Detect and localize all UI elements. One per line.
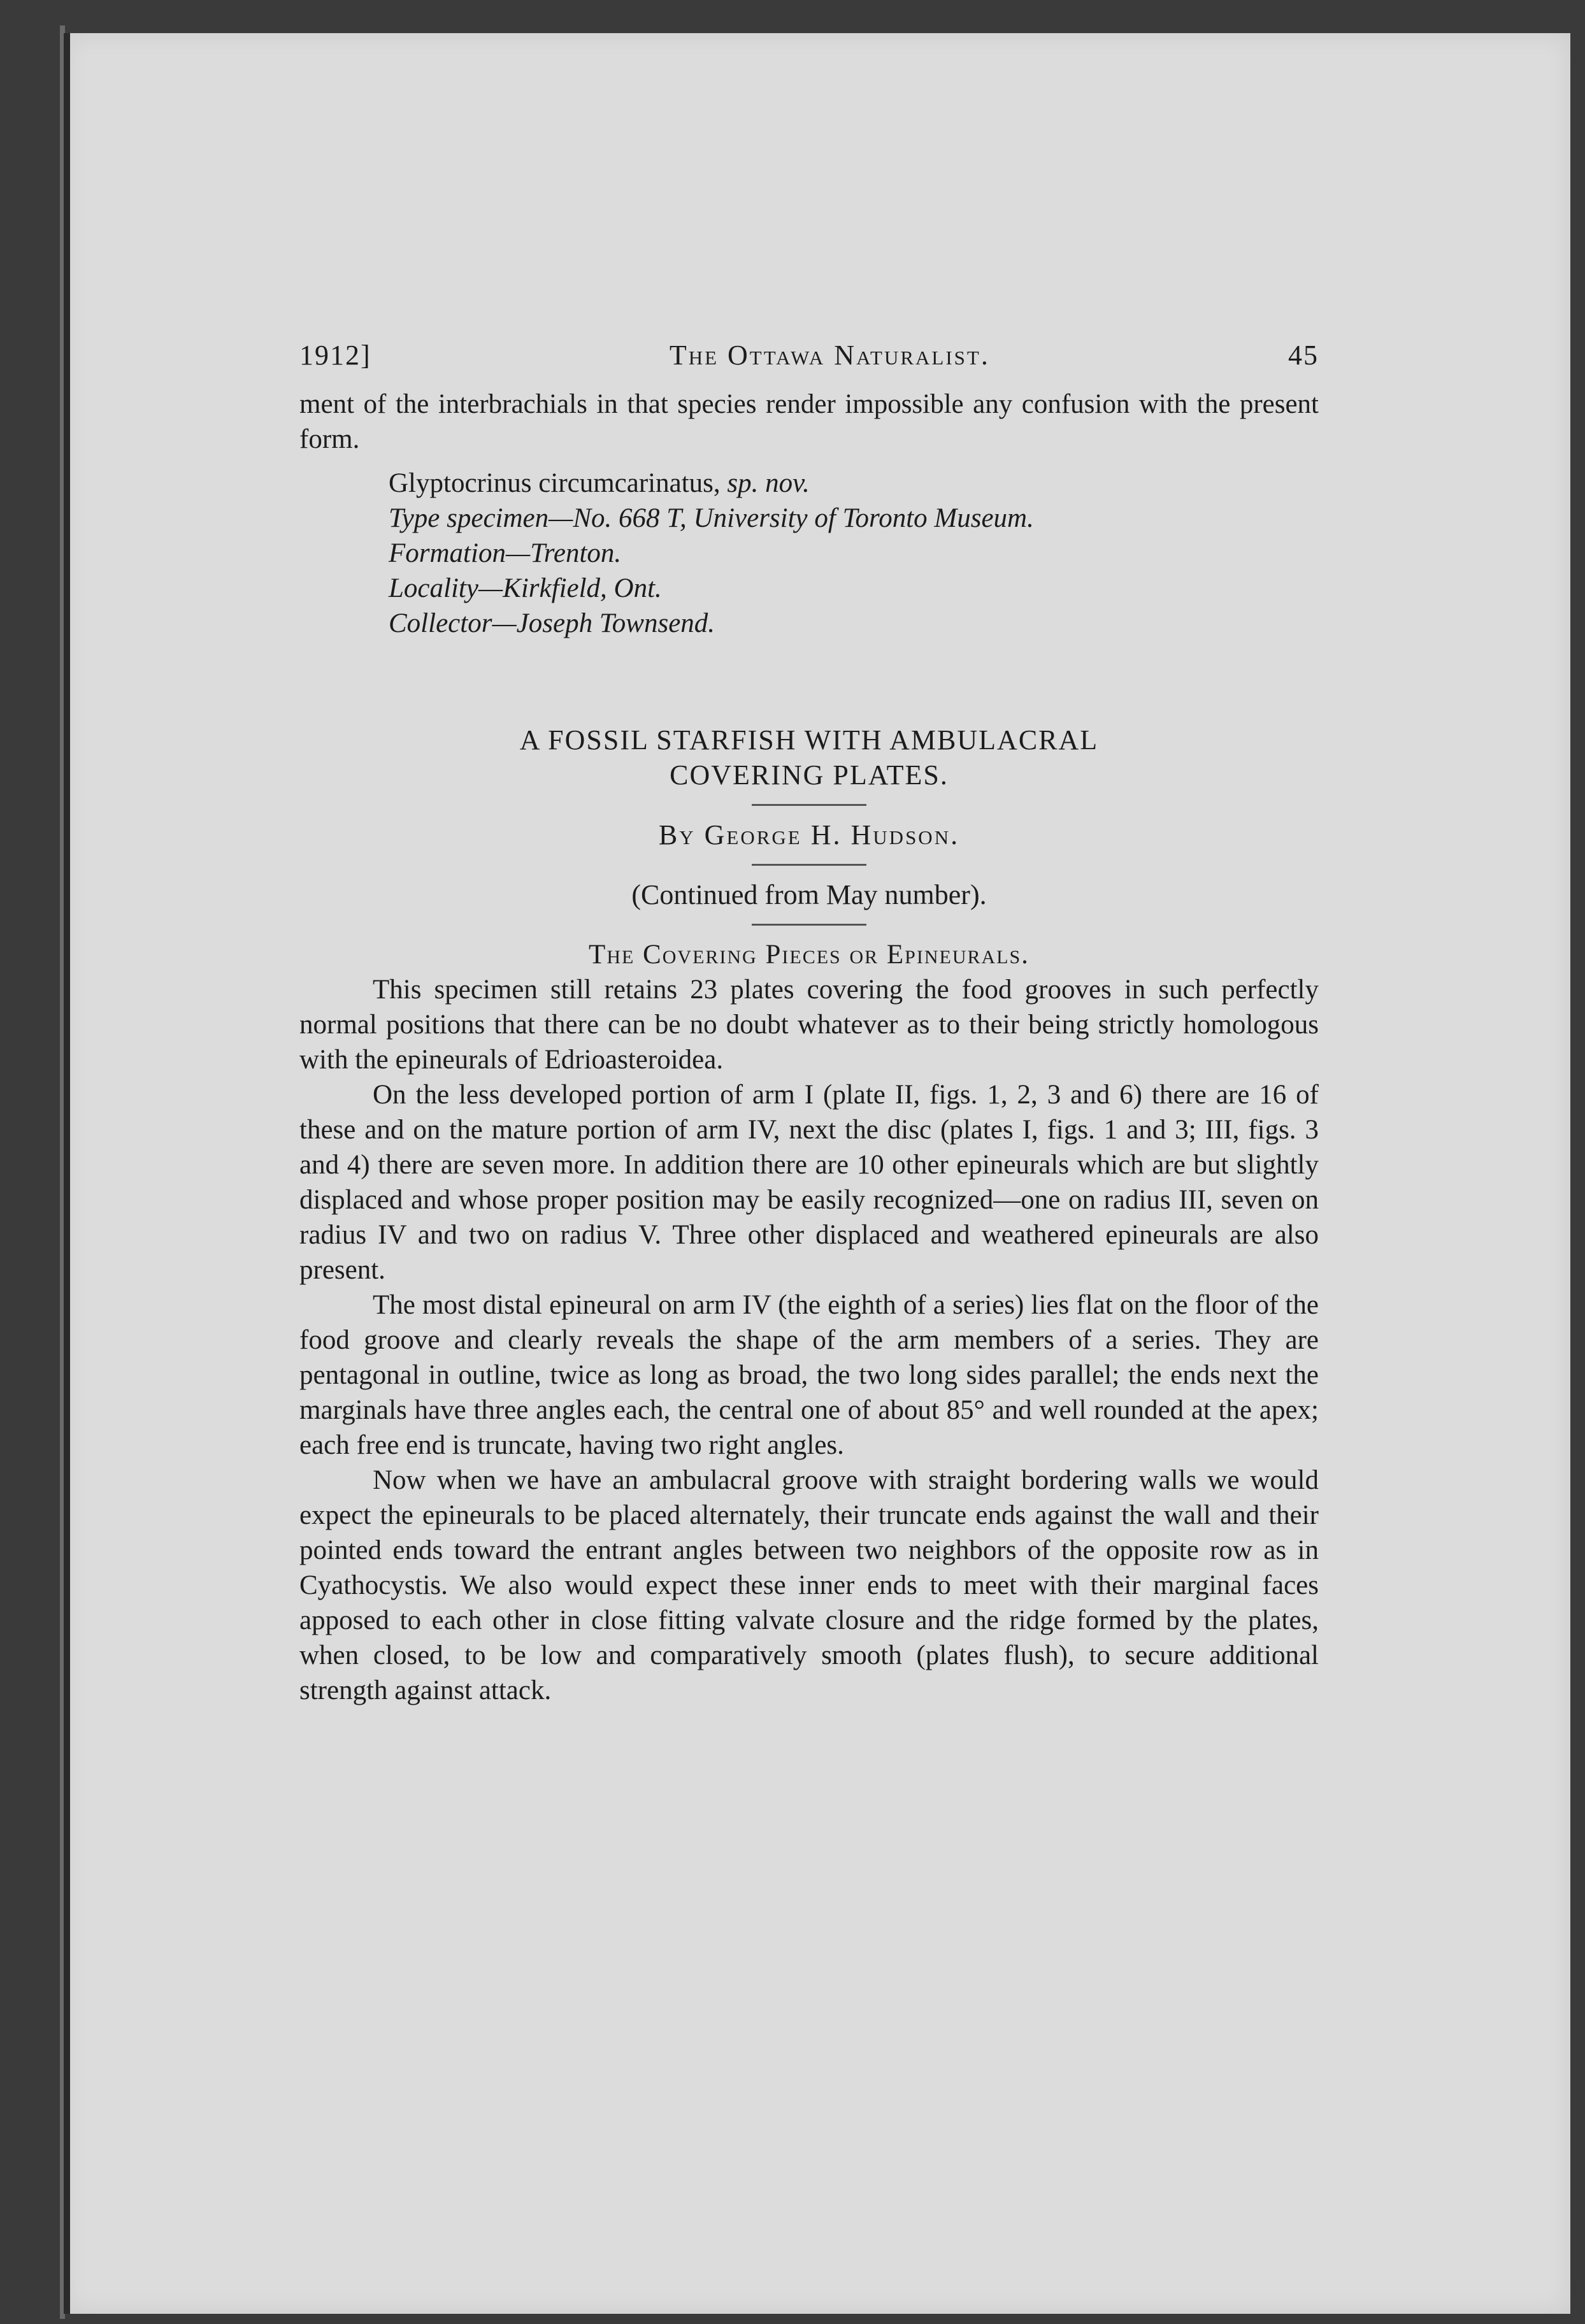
page-gutter [64, 33, 70, 2314]
species-name-line [389, 466, 1319, 501]
type-specimen-value: No. 668 T, University of Toronto Museum. [573, 503, 1034, 533]
article-title-line-2: COVERING PLATES. [670, 759, 949, 791]
continued-rule [752, 924, 866, 926]
running-head-journal: The Ottawa Naturalist. [669, 340, 990, 371]
running-head [299, 338, 1319, 373]
byline-rule [752, 864, 866, 866]
title-rule [752, 804, 866, 806]
type-specimen-block [389, 466, 1319, 641]
body-paragraph-3: The most distal epineural on arm IV (the eighth of a series) lies flat on the floor of the food groove and clearly reveals the shape of the arm members of a series. They are pentagonal in outline, twice as long as broad, the two long sides parallel; the ends next the marginals have three angles each, the central one of about 85° and well rounded at the apex; each free end is truncate, having two right angles. [299, 1290, 1319, 1460]
locality-label: Locality [389, 573, 478, 603]
section-heading: The Covering Pieces or Epineurals. [589, 940, 1029, 970]
body-paragraph-4: Now when we have an ambulacral groove with straight bordering walls we would expect the epineurals to be placed alternately, their truncate ends against the wall and their pointed ends toward the entrant angles between two neighbors of the opposite row as in Cyathocystis. We also would expect these inner ends to meet with their marginal faces apposed to each other in close fitting valvate closure and the ridge formed by the plates, when closed, to be low and comparatively smooth (plates flush), to secure additional strength against attack. [299, 1465, 1319, 1705]
locality-line: Locality—Kirkfield, Ont. [389, 573, 662, 603]
page-text-block [299, 338, 1319, 1708]
species-status: sp. nov. [727, 468, 810, 498]
species-name: Glyptocrinus circumcarinatus, [389, 468, 728, 498]
collector-value: Joseph Townsend. [516, 608, 715, 638]
article-byline: By George H. Hudson. [658, 819, 960, 850]
locality-value: Kirkfield, Ont. [503, 573, 662, 603]
formation-label: Formation [389, 538, 506, 568]
continued-note: (Continued from May number). [631, 879, 987, 910]
article-title [299, 722, 1319, 793]
formation-value: Trenton. [530, 538, 622, 568]
body-paragraph-1: This specimen still retains 23 plates covering the food grooves in such perfectly normal positions that there can be no doubt whatever as to their being strictly homologous with the epineurals of Edrioasteroidea. [299, 975, 1319, 1075]
collector-label: Collector [389, 608, 492, 638]
page-number: 45 [1288, 340, 1319, 371]
article-title-line-1: A FOSSIL STARFISH WITH AMBULACRAL [519, 724, 1099, 756]
type-specimen-label: Type specimen [389, 503, 549, 533]
body-paragraph-2: On the less developed portion of arm I (plate II, figs. 1, 2, 3 and 6) there are 16 of these and on the mature portion of arm IV, next the disc (plates I, figs. 1 and 3; III, figs. 3 and 4) there are seven more. In addition there are 10 other epineurals which are but slightly displaced and whose proper position may be easily recognized—one on radius III, seven on radius IV and two on radius V. Three other displaced and weathered epineurals are also present. [299, 1080, 1319, 1285]
collector-line: Collector—Joseph Townsend. [389, 608, 715, 638]
formation-line: Formation—Trenton. [389, 538, 622, 568]
type-specimen-line: Type specimen—No. 668 T, University of Toronto Museum. [389, 503, 1034, 533]
running-head-year: 1912] [299, 340, 371, 371]
opening-paragraph: ment of the interbrachials in that species render impossible any confusion with the present form. [299, 389, 1319, 454]
